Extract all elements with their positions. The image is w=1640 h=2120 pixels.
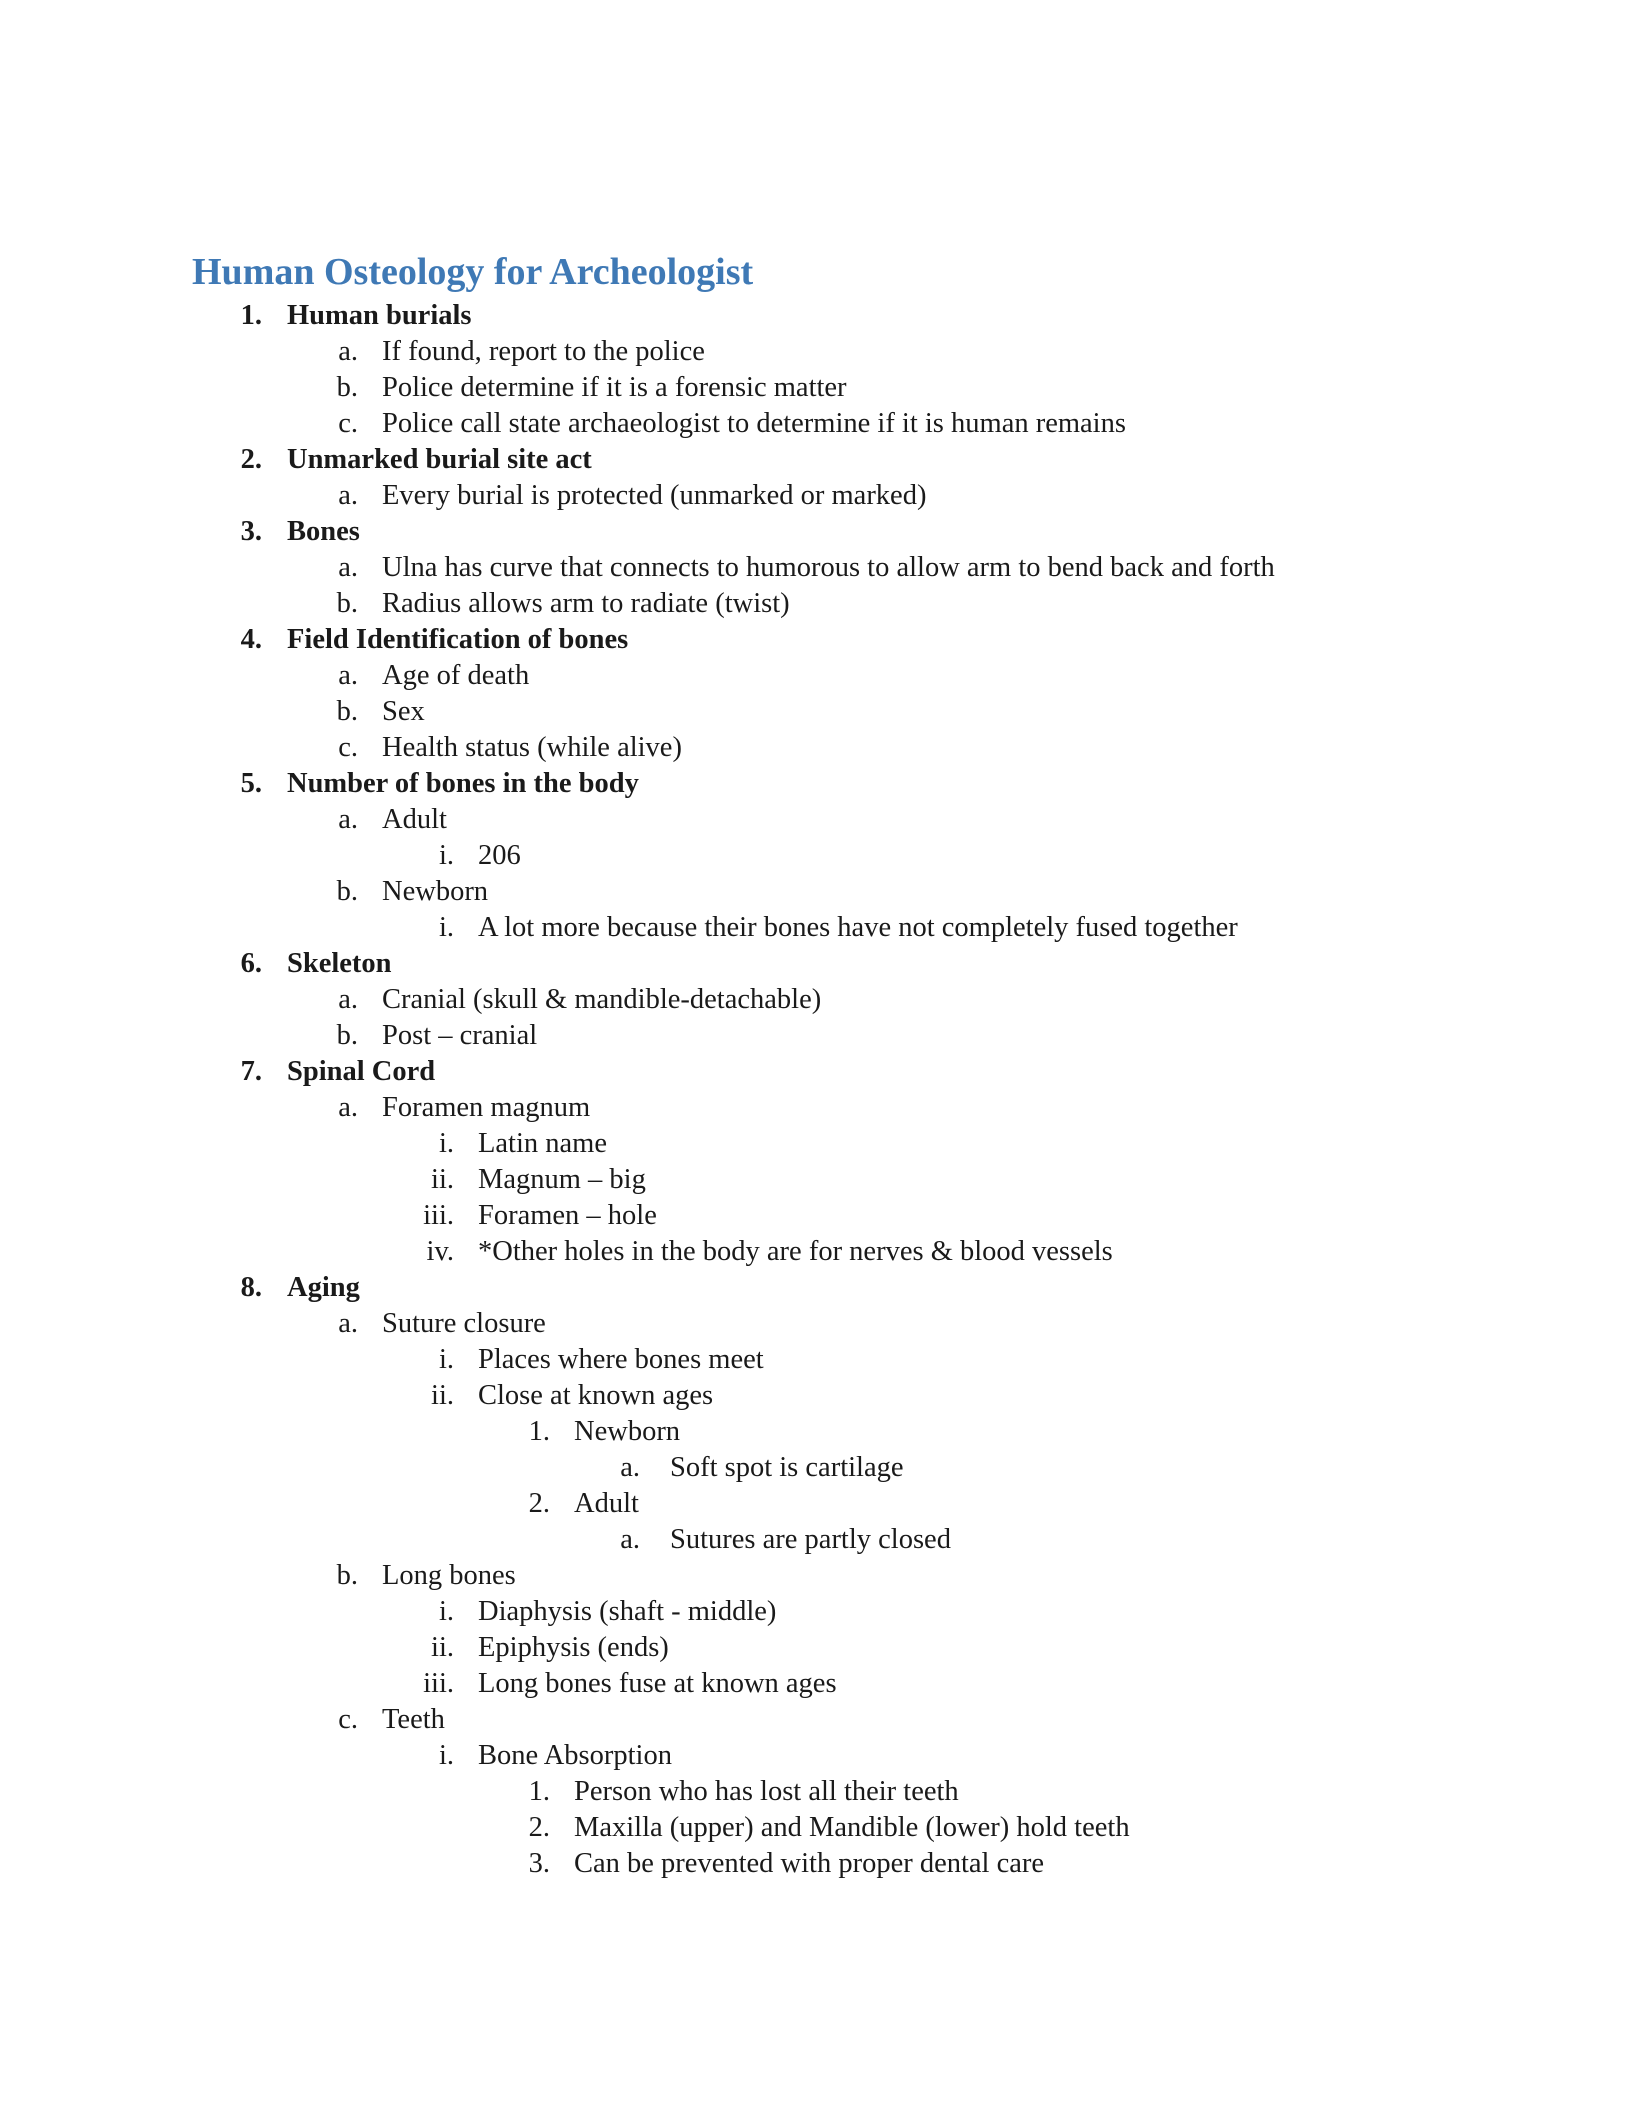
outline-item-level-3 xyxy=(0,1162,1640,1198)
outline-text: Radius allows arm to radiate (twist) xyxy=(382,588,790,619)
outline-text: Cranial (skull & mandible-detachable) xyxy=(382,984,822,1015)
outline-text: A lot more because their bones have not completely fused together xyxy=(478,912,1238,943)
outline-item-level-3 xyxy=(0,1378,1640,1414)
outline-text: If found, report to the police xyxy=(382,336,705,367)
outline-item-level-2 xyxy=(0,694,1640,730)
outline-text: Long bones xyxy=(382,1560,516,1591)
outline-text: Can be prevented with proper dental care xyxy=(574,1848,1045,1879)
outline-marker: c. xyxy=(338,732,358,763)
outline-marker: i. xyxy=(438,1128,454,1159)
outline-text: Foramen magnum xyxy=(382,1092,591,1123)
outline-text: Skeleton xyxy=(287,948,392,979)
outline-marker: i. xyxy=(438,1740,454,1771)
outline-marker: 2. xyxy=(528,1488,550,1519)
outline-item-level-2 xyxy=(0,478,1640,514)
outline-item-level-3 xyxy=(0,910,1640,946)
outline-item-level-2 xyxy=(0,658,1640,694)
outline-marker: 4. xyxy=(240,624,262,655)
outline-item-level-2 xyxy=(0,1702,1640,1738)
outline-text: Ulna has curve that connects to humorous to allow arm to bend back and forth xyxy=(382,552,1275,583)
outline-text: Field Identification of bones xyxy=(287,624,629,655)
outline-marker: b. xyxy=(336,1020,358,1051)
outline-marker: 5. xyxy=(240,768,262,799)
outline-text: Person who has lost all their teeth xyxy=(574,1776,959,1807)
outline-marker: b. xyxy=(336,588,358,619)
outline-text: Teeth xyxy=(382,1704,445,1735)
document-title: Human Osteology for Archeologist xyxy=(192,251,754,293)
outline-text: Places where bones meet xyxy=(478,1344,764,1375)
outline-marker: 3. xyxy=(528,1848,550,1879)
outline-marker: a. xyxy=(338,1092,358,1123)
outline-marker: 2. xyxy=(528,1812,550,1843)
outline-text: *Other holes in the body are for nerves & blood vessels xyxy=(478,1236,1113,1267)
outline-marker: a. xyxy=(338,984,358,1015)
outline-text: Aging xyxy=(287,1272,360,1303)
outline-item-level-3 xyxy=(0,1198,1640,1234)
outline-marker: iii. xyxy=(423,1200,454,1231)
outline-text: Foramen – hole xyxy=(478,1200,657,1231)
outline-marker: 7. xyxy=(240,1056,262,1087)
outline-marker: b. xyxy=(336,1560,358,1591)
outline-text: Newborn xyxy=(382,876,489,907)
outline-marker: b. xyxy=(336,696,358,727)
outline-text: Newborn xyxy=(574,1416,681,1447)
outline-marker: a. xyxy=(338,336,358,367)
outline-item-level-1 xyxy=(0,946,1640,982)
outline-marker: i. xyxy=(438,912,454,943)
outline-text: Magnum – big xyxy=(478,1164,646,1195)
outline-text: Close at known ages xyxy=(478,1380,714,1411)
outline-marker: a. xyxy=(620,1452,640,1483)
outline-marker: i. xyxy=(438,840,454,871)
outline-marker: 1. xyxy=(240,300,262,331)
outline-text: Maxilla (upper) and Mandible (lower) hold teeth xyxy=(574,1812,1130,1843)
outline-text: Age of death xyxy=(382,660,530,691)
outline-marker: iii. xyxy=(423,1668,454,1699)
outline-item-level-2 xyxy=(0,874,1640,910)
outline-item-level-2 xyxy=(0,1558,1640,1594)
outline-marker: 1. xyxy=(528,1776,550,1807)
outline-text: Post – cranial xyxy=(382,1020,538,1051)
outline-text: Police call state archaeologist to determine if it is human remains xyxy=(382,408,1126,439)
outline-text: Latin name xyxy=(478,1128,607,1159)
outline-marker: c. xyxy=(338,1704,358,1735)
outline-text: Adult xyxy=(382,804,447,835)
outline-text: Sutures are partly closed xyxy=(670,1524,951,1555)
outline-item-level-1 xyxy=(0,298,1640,334)
outline-item-level-4 xyxy=(0,1810,1640,1846)
outline-item-level-4 xyxy=(0,1774,1640,1810)
outline-text: Diaphysis (shaft - middle) xyxy=(478,1596,777,1627)
outline-item-level-1 xyxy=(0,766,1640,802)
outline-item-level-3 xyxy=(0,1666,1640,1702)
outline-marker: 2. xyxy=(240,444,262,475)
outline-marker: a. xyxy=(620,1524,640,1555)
outline-item-level-3 xyxy=(0,1630,1640,1666)
outline-marker: 1. xyxy=(528,1416,550,1447)
outline-item-level-4 xyxy=(0,1414,1640,1450)
outline-item-level-3 xyxy=(0,1342,1640,1378)
outline-text: Soft spot is cartilage xyxy=(670,1452,904,1483)
outline-marker: a. xyxy=(338,660,358,691)
outline-marker: iv. xyxy=(426,1236,454,1267)
outline-text: Human burials xyxy=(287,300,472,331)
outline-item-level-1 xyxy=(0,514,1640,550)
outline-item-level-1 xyxy=(0,442,1640,478)
outline-text: Police determine if it is a forensic matter xyxy=(382,372,847,403)
outline-marker: i. xyxy=(438,1344,454,1375)
outline-marker: c. xyxy=(338,408,358,439)
outline-item-level-2 xyxy=(0,586,1640,622)
outline-item-level-2 xyxy=(0,334,1640,370)
outline-item-level-1 xyxy=(0,1270,1640,1306)
outline-text: Long bones fuse at known ages xyxy=(478,1668,837,1699)
outline-text: Unmarked burial site act xyxy=(287,444,592,475)
outline-item-level-4 xyxy=(0,1486,1640,1522)
outline-text: 206 xyxy=(478,840,521,871)
outline-marker: 3. xyxy=(240,516,262,547)
outline-item-level-2 xyxy=(0,802,1640,838)
outline-text: Number of bones in the body xyxy=(287,768,639,799)
outline-item-level-2 xyxy=(0,406,1640,442)
outline-item-level-2 xyxy=(0,1306,1640,1342)
outline-item-level-3 xyxy=(0,1738,1640,1774)
outline-marker: b. xyxy=(336,876,358,907)
outline-marker: a. xyxy=(338,480,358,511)
outline-item-level-4 xyxy=(0,1846,1640,1882)
outline-text: Suture closure xyxy=(382,1308,546,1339)
outline-item-level-5 xyxy=(0,1522,1640,1558)
outline-item-level-2 xyxy=(0,550,1640,586)
outline-item-level-3 xyxy=(0,838,1640,874)
outline-marker: 6. xyxy=(240,948,262,979)
outline-marker: a. xyxy=(338,552,358,583)
outline-item-level-2 xyxy=(0,370,1640,406)
outline-text: Health status (while alive) xyxy=(382,732,682,763)
outline-text: Spinal Cord xyxy=(287,1056,436,1087)
outline-item-level-3 xyxy=(0,1594,1640,1630)
outline-marker: ii. xyxy=(431,1380,454,1411)
outline-item-level-2 xyxy=(0,1018,1640,1054)
outline-marker: a. xyxy=(338,1308,358,1339)
outline-text: Epiphysis (ends) xyxy=(478,1632,669,1663)
outline-text: Every burial is protected (unmarked or marked) xyxy=(382,480,927,511)
outline-item-level-3 xyxy=(0,1126,1640,1162)
outline-item-level-1 xyxy=(0,1054,1640,1090)
outline-item-level-2 xyxy=(0,1090,1640,1126)
outline-item-level-1 xyxy=(0,622,1640,658)
outline-text: Adult xyxy=(574,1488,639,1519)
outline-marker: i. xyxy=(438,1596,454,1627)
outline-marker: a. xyxy=(338,804,358,835)
outline-item-level-3 xyxy=(0,1234,1640,1270)
outline-marker: ii. xyxy=(431,1164,454,1195)
outline-text: Bones xyxy=(287,516,360,547)
outline-marker: 8. xyxy=(240,1272,262,1303)
outline-item-level-5 xyxy=(0,1450,1640,1486)
outline-item-level-2 xyxy=(0,730,1640,766)
outline-text: Sex xyxy=(382,696,425,727)
outline-item-level-2 xyxy=(0,982,1640,1018)
outline-list xyxy=(0,298,1640,1882)
outline-marker: b. xyxy=(336,372,358,403)
outline-marker: ii. xyxy=(431,1632,454,1663)
outline-text: Bone Absorption xyxy=(478,1740,672,1771)
